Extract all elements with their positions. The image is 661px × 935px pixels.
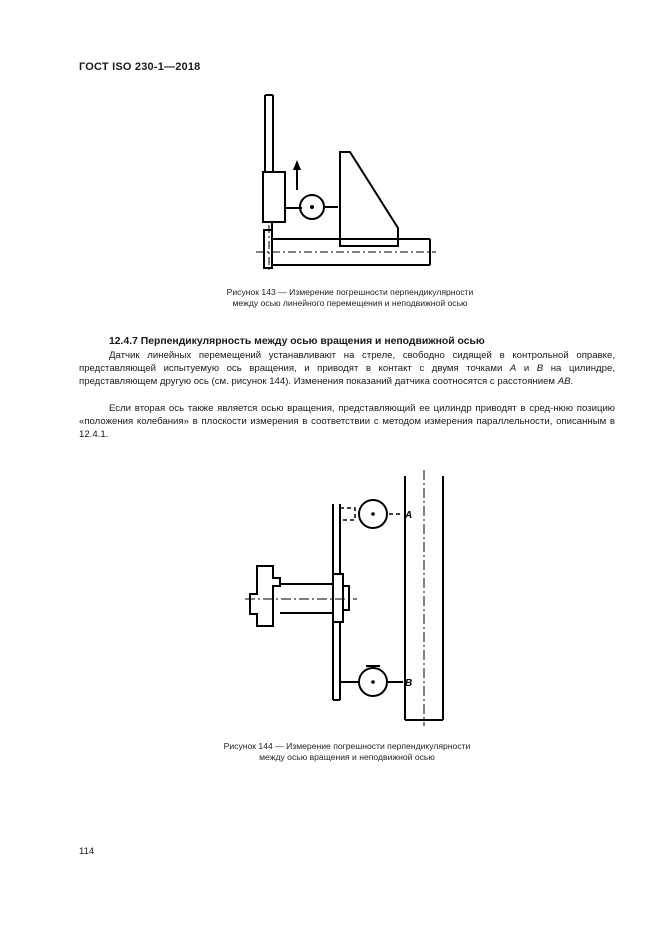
paragraph-1-part-4: . <box>570 375 574 387</box>
figure-143-caption-line-2: между осью линейного перемещения и неподвижной осью <box>232 298 468 308</box>
figure-143-caption-line-1: Рисунок 143 — Измерение погрешности перпендикулярности <box>226 287 474 297</box>
distance-ab-label: AB <box>557 375 571 387</box>
point-a-label: A <box>509 362 517 374</box>
document-header: ГОСТ ISO 230-1—2018 <box>79 61 201 73</box>
paragraph-1-part-1: Датчик линейных перемещений устанавливают на стреле, свободно сидящей в контрольной оправке, представляющей испытуемую ось вращения, и приводят в контакт с двумя точками <box>79 350 615 374</box>
point-b-label: B <box>536 362 544 374</box>
paragraph-1-part-2: и <box>516 362 537 374</box>
figure-143-caption <box>150 287 550 309</box>
figure-144-label-b: B <box>405 678 413 689</box>
section-title: 12.4.7 Перпендикулярность между осью вращения и неподвижной осью <box>109 336 485 347</box>
figure-144-label-a: A <box>405 510 413 521</box>
paragraph-2: Если вторая ось также является осью вращения, представляющий ее цилиндр приводят в сред-нюю позицию «положения колебания» в плоскости измерения в соответствии с методом измерения параллельности, описанным в 12.4.1. <box>79 403 615 440</box>
figure-144-caption-line-2: между осью вращения и неподвижной осью <box>259 752 435 762</box>
figure-144-caption-line-1: Рисунок 144 — Измерение погрешности перпендикулярности <box>223 741 471 751</box>
paragraph-1 <box>79 350 615 388</box>
page-number: 114 <box>79 846 95 857</box>
figure-144-drawing <box>245 468 455 730</box>
figure-144-caption <box>147 741 547 763</box>
paragraph-1-part-3: на цилиндре, представляющем другую ось (см. рисунок 144). Изменения показаний датчика соотносятся с расстоянием <box>79 362 615 387</box>
figure-143-drawing <box>250 90 440 275</box>
